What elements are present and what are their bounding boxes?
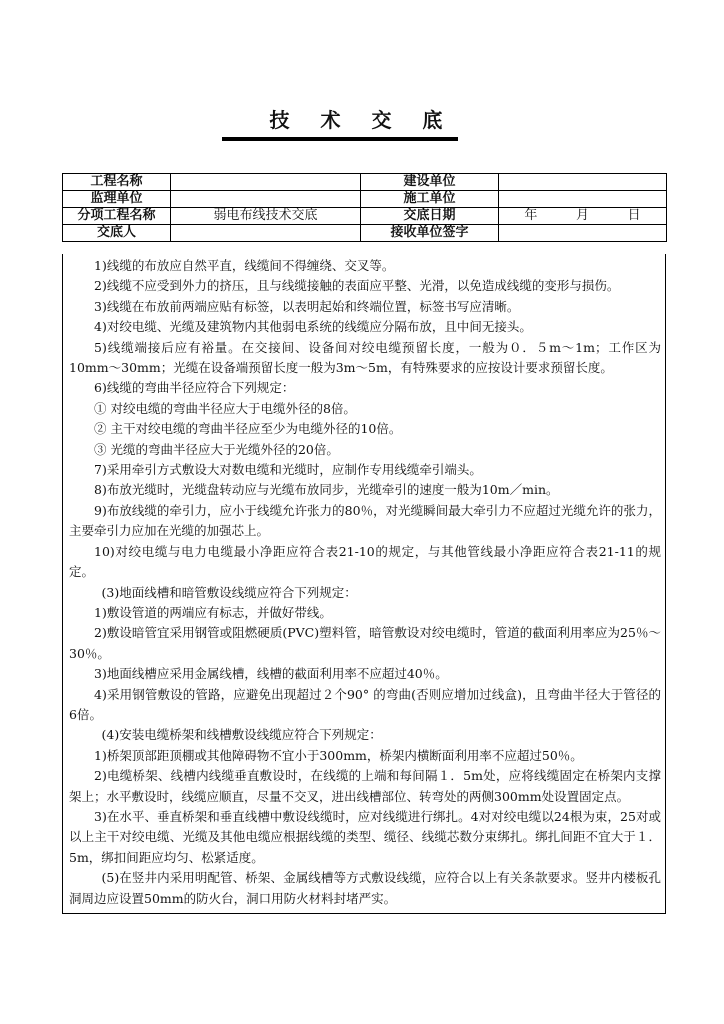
paragraph: 1)桥架顶部距顶棚或其他障碍物不宜小于300mm，桥架内横断面利用率不应超过50％。 bbox=[94, 747, 583, 763]
receiver-label: 接收单位签字 bbox=[361, 225, 499, 242]
title-underline bbox=[222, 137, 458, 141]
section-heading: (3)地面线槽和暗管敷设线缆应符合下列规定： bbox=[101, 584, 357, 600]
paragraph: 3)在水平、垂直桥架和垂直线槽中敷设线缆时，应对线缆进行绑扎。4对对绞电缆以24根为束，25对或以上主干对绞电缆、光缆及其他电缆应根据线缆的类型、缆径、线缆芯数分束绑扎。绑扎间距不宜大于１．5m，绑扣间距应均匀、松紧适度。 bbox=[69, 808, 661, 865]
content-box bbox=[62, 254, 666, 914]
paragraph: 9)布放线缆的牵引力，应小于线缆允许张力的80％，对光缆瞬间最大牵引力不应超过光缆允许的张力，主要牵引力应加在光缆的加强芯上。 bbox=[69, 502, 661, 539]
receiver-signature-field[interactable] bbox=[499, 225, 667, 242]
paragraph: 1)线缆的布放应自然平直，线缆间不得缠绕、交叉等。 bbox=[94, 258, 395, 273]
presenter-label: 交底人 bbox=[63, 225, 171, 242]
contractor-label: 施工单位 bbox=[361, 191, 499, 208]
table-row bbox=[63, 208, 667, 225]
paragraph: 10)对绞电缆与电力电缆最小净距应符合表21-10的规定，与其他管线最小净距应符合表21-11的规定。 bbox=[69, 543, 661, 580]
table-row bbox=[63, 174, 667, 191]
paragraph: 1)敷设管道的两端应有标志，并做好带线。 bbox=[94, 604, 332, 620]
paragraph: 2)电缆桥架、线槽内线缆垂直敷设时，在线缆的上端和每间隔１．5m处，应将线缆固定在桥架内支撑架上；水平敷设时，线缆应顺直，尽量不交叉，进出线槽部位、转弯处的两侧300mm处设置固定点。 bbox=[69, 768, 661, 804]
paragraph: 2)线缆不应受到外力的挤压，且与线缆接触的表面应平整、光滑，以免造成线缆的变形与损伤。 bbox=[94, 278, 620, 294]
paragraph: 7)采用牵引方式敷设大对数电缆和光缆时，应制作专用线缆牵引端头。 bbox=[94, 462, 482, 478]
paragraph: ① 对绞电缆的弯曲半径应大于电缆外径的8倍。 bbox=[94, 400, 356, 416]
supervisor-label: 监理单位 bbox=[63, 191, 171, 208]
contractor-field[interactable] bbox=[499, 191, 667, 208]
subproject-label: 分项工程名称 bbox=[63, 208, 171, 225]
project-name-field[interactable] bbox=[171, 174, 361, 191]
paragraph: 4)采用钢管敷设的管路，应避免出现超过２个90° 的弯曲(否则应增加过线盒)，且弯曲半径大于管径的6倍。 bbox=[69, 686, 661, 722]
paragraph: 6)线缆的弯曲半径应符合下列规定： bbox=[94, 380, 295, 396]
paragraph: 2)敷设暗管宜采用钢管或阻燃硬质(PVC)塑料管，暗管敷设对绞电缆时，管道的截面利用率应为25％～30％。 bbox=[69, 625, 661, 661]
section-heading: (4)安装电缆桥架和线槽敷设线缆应符合下列规定： bbox=[101, 727, 382, 743]
header-table bbox=[62, 173, 667, 242]
section-heading: (5)在竖井内采用明配管、桥架、金属线槽等方式敷设线缆，应符合以上有关条款要求。竖井内楼板孔洞周边应设置50mm的防火台，洞口用防火材料封堵严实。 bbox=[69, 870, 661, 906]
supervisor-field[interactable] bbox=[171, 191, 361, 208]
paragraph: 4)对绞电缆、光缆及建筑物内其他弱电系统的线缆应分隔布放，且中间无接头。 bbox=[94, 319, 532, 335]
subproject-field[interactable]: 弱电布线技术交底 bbox=[171, 208, 361, 225]
table-row bbox=[63, 225, 667, 242]
content-text bbox=[69, 256, 661, 909]
paragraph: 3)地面线槽应采用金属线槽，线槽的截面利用率不应超过40％。 bbox=[94, 666, 448, 682]
date-day: 日 bbox=[627, 208, 641, 223]
paragraph: ② 主干对绞电缆的弯曲半径应至少为电缆外径的10倍。 bbox=[94, 421, 402, 437]
paragraph: 8)布放光缆时，光缆盘转动应与光缆布放同步，光缆牵引的速度一般为10m／min。 bbox=[94, 482, 559, 498]
date-month: 月 bbox=[575, 208, 589, 223]
date-label: 交底日期 bbox=[361, 208, 499, 225]
builder-label: 建设单位 bbox=[361, 174, 499, 191]
paragraph: ③ 光缆的弯曲半径应大于光缆外径的20倍。 bbox=[94, 441, 339, 457]
date-year: 年 bbox=[524, 208, 538, 223]
builder-field[interactable] bbox=[499, 174, 667, 191]
project-name-label: 工程名称 bbox=[63, 174, 171, 191]
paragraph: 5)线缆端接后应有裕量。在交接间、设备间对绞电缆预留长度，一般为０．５m～1m；工作区为10mm～30mm；光缆在设备端预留长度一般为3m～5m，有特殊要求的应按设计要求预留长度。 bbox=[69, 339, 661, 376]
table-row bbox=[63, 191, 667, 208]
date-field[interactable] bbox=[499, 208, 667, 225]
document-title: 技 术 交 底 bbox=[269, 108, 455, 132]
presenter-field[interactable] bbox=[171, 225, 361, 242]
paragraph: 3)线缆在布放前两端应贴有标签，以表明起始和终端位置，标签书写应清晰。 bbox=[94, 298, 520, 314]
